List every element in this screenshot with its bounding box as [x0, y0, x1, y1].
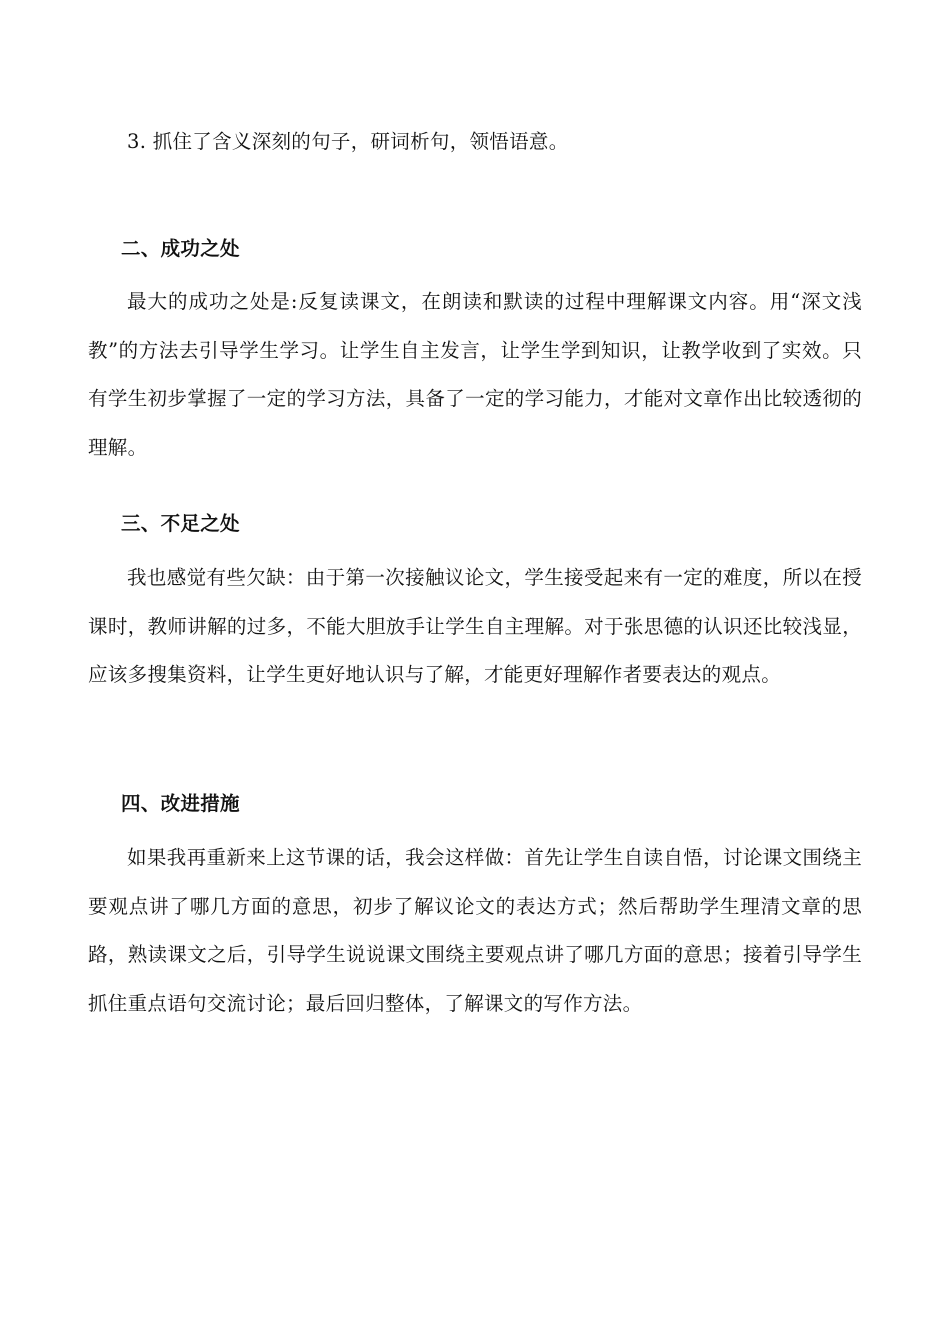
section-body-success: 最大的成功之处是:反复读课文，在朗读和默读的过程中理解课文内容。用“深文浅教”的方法去引导学生学习。让学生自主发言，让学生学到知识，让教学收到了实效。只有学生初步掌握了一定的学习方法，具备了一定的学习能力，才能对文章作出比较透彻的理解。	[88, 290, 862, 459]
section-heading-improvements: 四、改进措施	[121, 792, 240, 815]
section-heading-shortcomings: 三、不足之处	[121, 512, 240, 535]
section-body-shortcomings: 我也感觉有些欠缺：由于第一次接触议论文，学生接受起来有一定的难度，所以在授课时，教师讲解的过多，不能大胆放手让学生自主理解。对于张思德的认识还比较浅显，应该多搜集资料，让学生更好地认识与了解，才能更好理解作者要表达的观点。	[88, 566, 862, 686]
list-item-3: 3. 抓住了含义深刻的句子，研词析句，领悟语意。	[127, 130, 569, 153]
section-body-improvements: 如果我再重新来上这节课的话，我会这样做：首先让学生自读自悟，讨论课文围绕主要观点讲了哪几方面的意思，初步了解议论文的表达方式；然后帮助学生理清文章的思路，熟读课文之后，引导学生说说课文围绕主要观点讲了哪几方面的意思；接着引导学生抓住重点语句交流讨论；最后回归整体，了解课文的写作方法。	[88, 846, 862, 1015]
section-heading-success: 二、成功之处	[121, 237, 240, 260]
